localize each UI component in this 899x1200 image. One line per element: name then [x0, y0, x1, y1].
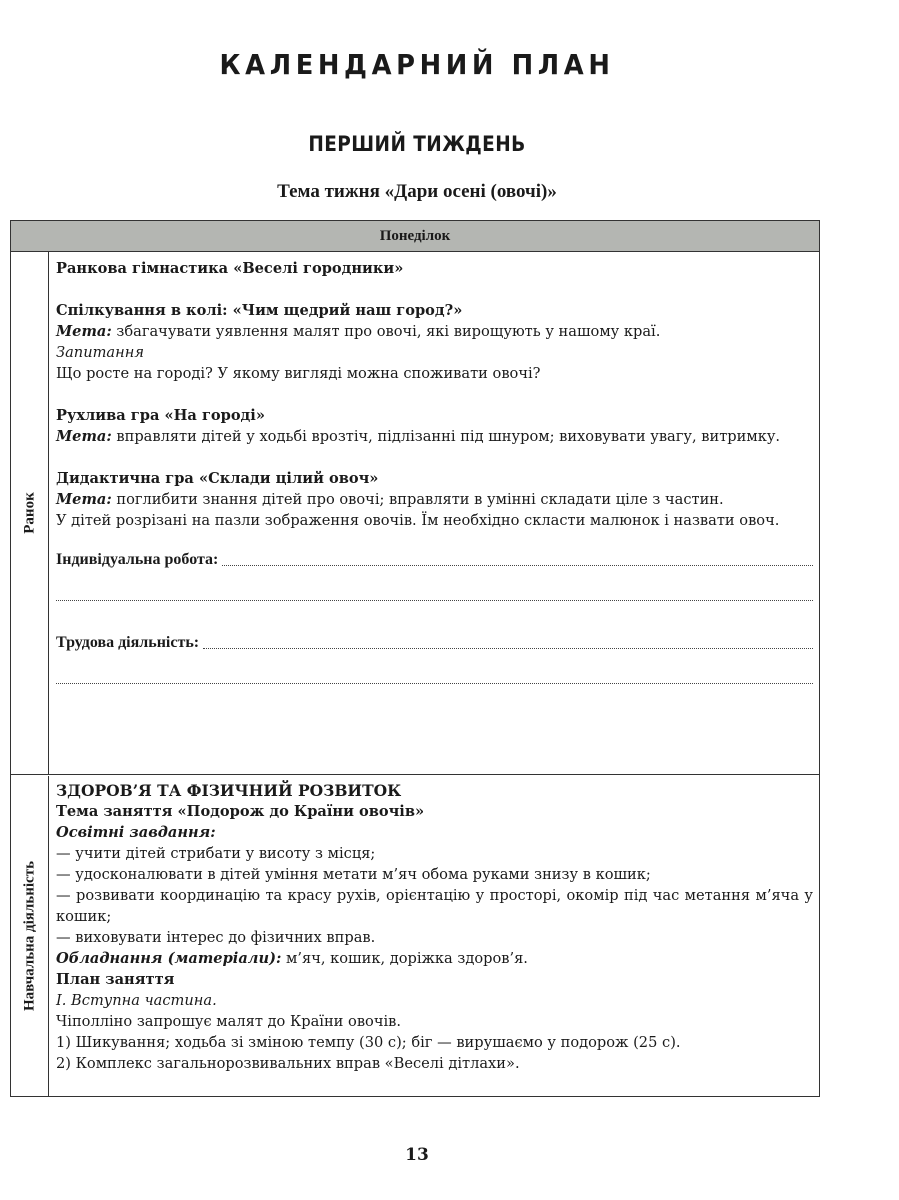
lesson-label: Навчальна діяльність — [21, 860, 37, 1012]
day-header: Понеділок — [11, 221, 819, 252]
page-title: КАЛЕНДАРНИЙ ПЛАН — [219, 48, 615, 81]
fill-line — [56, 600, 813, 601]
plan-label: План заняття — [56, 971, 175, 988]
active-game-goal: Мета: вправляти дітей у ходьбі врозтіч, підлізанні під шнуром; виховувати увагу, витримку. — [56, 428, 781, 445]
individual-work-label: Індивідуальна робота: — [56, 551, 219, 568]
week-theme: Тема тижня «Дари осені (овочі)» — [277, 181, 557, 202]
lesson-section — [11, 776, 819, 1096]
task-item: — виховувати інтерес до фізичних вправ. — [56, 929, 376, 946]
labor-label: Трудова діяльність: — [56, 634, 200, 651]
plan-table — [10, 220, 820, 1097]
morning-label: Ранок — [21, 492, 37, 534]
gymnastics-title: Ранкова гімнастика «Веселі городники» — [56, 260, 404, 277]
plan-step: 1) Шикування; ходьба зі зміною темпу (30 с); біг — вирушаємо у подорож (25 с). — [56, 1034, 681, 1051]
fill-line — [56, 683, 813, 684]
questions-label: Запитання — [56, 344, 145, 361]
morning-section — [11, 252, 819, 775]
circle-title: Спілкування в колі: «Чим щедрий наш город?» — [56, 302, 463, 319]
intro-text: Чіполліно запрошує малят до Країни овочів. — [56, 1013, 402, 1030]
lesson-label-cell — [11, 776, 49, 1096]
morning-content — [56, 258, 813, 774]
individual-work-field[interactable] — [56, 549, 813, 570]
didactic-game-title: Дидактична гра «Склади цілий овоч» — [56, 470, 379, 487]
task-item: — учити дітей стрибати у висоту з місця; — [56, 845, 376, 862]
labor-field[interactable] — [56, 605, 813, 653]
fill-line — [203, 648, 813, 649]
tasks-label: Освітні завдання: — [56, 824, 216, 841]
lesson-content — [56, 780, 813, 1096]
didactic-game-goal: Мета: поглибити знання дітей про овочі; вправляти в умінні складати ціле з частин. — [56, 491, 724, 508]
part-label: I. Вступна частина. — [56, 992, 217, 1009]
plan-step: 2) Комплекс загальнорозвивальних вправ «Веселі дітлахи». — [56, 1055, 520, 1072]
task-item: — розвивати координацію та красу рухів, орієнтацію у просторі, окомір під час метання м’яча у кошик; — [56, 887, 813, 925]
page-number: 13 — [405, 1145, 429, 1165]
individual-work-line-2[interactable] — [56, 570, 813, 605]
equipment: Обладнання (матеріали): м’яч, кошик, доріжка здоров’я. — [56, 950, 528, 967]
active-game-title: Рухлива гра «На городі» — [56, 407, 265, 424]
fill-line — [222, 565, 813, 566]
morning-label-cell — [11, 252, 49, 774]
week-heading: ПЕРШИЙ ТИЖДЕНЬ — [308, 132, 526, 156]
labor-line-2[interactable] — [56, 653, 813, 688]
circle-goal: Мета: збагачувати уявлення малят про овочі, які вирощують у нашому краї. — [56, 323, 661, 340]
didactic-game-desc: У дітей розрізані на пазли зображення овочів. Їм необхідно скласти малюнок і назвати овоч. — [56, 512, 780, 529]
lesson-topic: Тема заняття «Подорож до Країни овочів» — [56, 803, 425, 820]
questions-text: Що росте на городі? У якому вигляді можна споживати овочі? — [56, 365, 541, 382]
lesson-area: ЗДОРОВ’Я ТА ФІЗИЧНИЙ РОЗВИТОК — [56, 781, 402, 800]
task-item: — удосконалювати в дітей уміння метати м’яч обома руками знизу в кошик; — [56, 866, 651, 883]
